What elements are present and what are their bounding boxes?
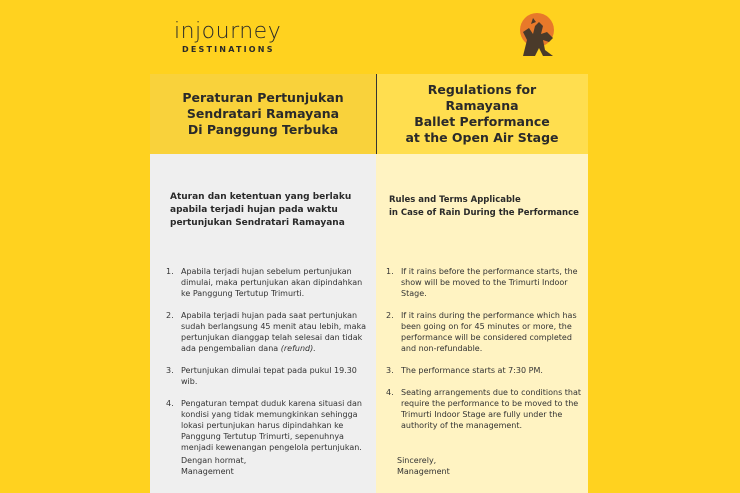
ramayana-dancers-emblem-icon [513, 10, 559, 60]
indonesian-title: Peraturan Pertunjukan Sendratari Ramayana Di Panggung Terbuka [182, 90, 344, 137]
english-subtitle: Rules and Terms Applicable in Case of Rain During the Performance [389, 195, 579, 218]
rule-item: 1. Apabila terjadi hujan sebelum pertunjukan dimulai, maka pertunjukan akan dipindahkan ke Panggung Tertutup Trimurti. [166, 267, 363, 298]
rule-item: 3. Pertunjukan dimulai tepat pada pukul 19.30 wib. [166, 366, 357, 386]
indonesian-column [150, 74, 376, 493]
indonesian-header [150, 74, 376, 154]
english-rules-list [384, 266, 584, 442]
rule-item: 2. If it rains during the performance which has been going on for 45 minutes or more, the performance will be considered completed and non-refundable. [386, 311, 577, 353]
english-column [376, 74, 588, 493]
rule-item: 1. If it rains before the performance starts, the show will be moved to the Trimurti Indoor Stage. [386, 267, 578, 298]
header-divider [376, 74, 377, 154]
indonesian-rules-list [164, 266, 369, 464]
english-header [376, 74, 588, 154]
rule-item: 4. Pengaturan tempat duduk karena situasi dan kondisi yang tidak memungkinkan sehingga lokasi pertunjukan harus dipindahkan ke Panggung Tertutup Trimurti, sepenuhnya menjadi kewenangan pengelola pertunjukan. [166, 399, 362, 452]
injourney-logo [174, 20, 286, 56]
logo-subtitle: DESTINATIONS [182, 45, 275, 54]
english-title: Regulations for Ramayana Ballet Performance at the Open Air Stage [405, 82, 559, 145]
indonesian-subtitle: Aturan dan ketentuan yang berlaku apabila terjadi hujan pada waktu pertunjukan Sendratari Ramayana [170, 192, 352, 228]
logo-wordmark: injourney [174, 19, 282, 44]
rule-item: 4. Seating arrangements due to conditions that require the performance to be moved to the Trimurti Indoor Stage are fully under the authority of the management. [386, 388, 582, 430]
rule-item: 3. The performance starts at 7:30 PM. [386, 366, 543, 375]
regulations-panel [150, 74, 588, 493]
indonesian-closing: Dengan hormat, Management [181, 456, 247, 476]
rule-item: 2. Apabila terjadi hujan pada saat pertunjukan sudah berlangsung 45 menit atau lebih, maka pertunjukan dianggap telah selesai dan tidak ada pengembalian dana (refund). [166, 311, 366, 353]
english-closing: Sincerely, Management [397, 456, 450, 476]
